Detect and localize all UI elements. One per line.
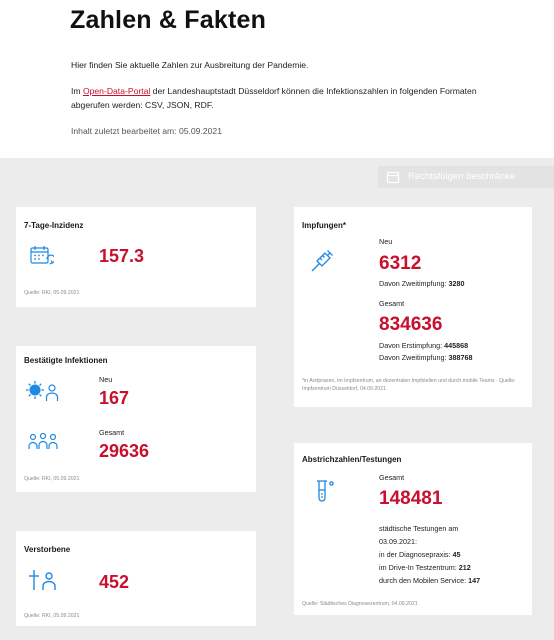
test-tube-icon xyxy=(312,479,336,508)
portal-text-after: der Landeshauptstadt Düsseldorf können die Infektionszahlen in folgenden Formaten abgerufen werden: CSV, JSON, RDF. xyxy=(71,86,477,110)
group-icon xyxy=(28,432,58,455)
infections-new-value: 167 xyxy=(99,388,130,408)
infections-new-label: Neu xyxy=(99,375,113,384)
tests-total-label: Gesamt xyxy=(379,473,405,482)
tests-card xyxy=(294,443,532,615)
vaccinations-total-first-label: Davon Erstimpfung: xyxy=(379,341,443,350)
tests-source: Quelle: Städtisches Diagnosezentrum, 04.09.2021 xyxy=(302,601,418,607)
open-data-portal-link[interactable]: Open-Data-Portal xyxy=(82,86,151,96)
vaccinations-total-second-value: 388768 xyxy=(448,353,473,362)
tests-line-4-label: im Drive-In Testzentrum: xyxy=(379,563,457,572)
vaccinations-total-value: 834636 xyxy=(379,314,443,335)
tests-line-3 xyxy=(379,549,461,560)
tests-line-5-label: durch den Mobilen Service: xyxy=(379,576,467,585)
deaths-value: 452 xyxy=(99,572,130,592)
vaccinations-card xyxy=(294,207,532,407)
incidence-title: 7-Tage-Inzidenz xyxy=(24,221,84,230)
vaccinations-new-label: Neu xyxy=(379,237,393,246)
cross-person-icon xyxy=(28,569,58,596)
portal-text-before: Im xyxy=(71,86,83,96)
vaccinations-new-second-label: Davon Zweitimpfung: xyxy=(379,279,447,288)
tests-title: Abstrichzahlen/Testungen xyxy=(302,455,402,464)
tests-line-4 xyxy=(379,562,471,573)
vaccinations-total-first xyxy=(379,340,468,351)
deaths-source: Quelle: RKI, 05.09.2021 xyxy=(24,613,80,619)
tests-line-2: 03.09.2021: xyxy=(379,537,417,546)
vaccinations-new-second-value: 3280 xyxy=(448,279,465,288)
calendar-refresh-icon xyxy=(30,245,54,272)
deaths-title: Verstorbene xyxy=(24,545,71,554)
incidence-card xyxy=(16,207,256,307)
deaths-card xyxy=(16,531,256,626)
vaccinations-total-second xyxy=(379,352,473,363)
tests-line-1: städtische Testungen am xyxy=(379,524,459,533)
tests-total-value: 148481 xyxy=(379,488,443,509)
vaccinations-total-label: Gesamt xyxy=(379,299,405,308)
portal-text xyxy=(71,84,481,112)
calendar-button[interactable] xyxy=(378,166,554,188)
tests-line-5-value: 147 xyxy=(468,576,481,585)
tests-line-3-label: in der Diagnosepraxis: xyxy=(379,550,451,559)
infections-total-label: Gesamt xyxy=(99,428,125,437)
page-title: Zahlen & Fakten xyxy=(70,6,267,34)
vaccinations-new-value: 6312 xyxy=(379,253,422,274)
vaccinations-title: Impfungen* xyxy=(302,221,346,230)
calendar-button-label: Rechtsfolgen beschränke xyxy=(408,171,516,182)
infections-source: Quelle: RKI, 05.09.2021 xyxy=(24,476,80,482)
tests-line-4-value: 212 xyxy=(458,563,471,572)
incidence-value: 157.3 xyxy=(99,246,145,266)
vaccinations-total-first-value: 445868 xyxy=(444,341,469,350)
incidence-source: Quelle: RKI, 05.09.2021 xyxy=(24,290,80,296)
infections-card xyxy=(16,346,256,492)
syringe-icon xyxy=(310,249,334,278)
vaccinations-total-second-label: Davon Zweitimpfung: xyxy=(379,353,447,362)
virus-person-icon xyxy=(26,380,60,407)
vaccinations-footnote: *in Arztpraxen, im Impfzentrum, an dezentralen Impfstellen und durch mobile Teams · Quelle: Impfzentrum Düsseldorf, 04.09.2021 xyxy=(302,378,516,392)
intro-text: Hier finden Sie aktuelle Zahlen zur Ausbreitung der Pandemie. xyxy=(71,60,309,70)
infections-total-value: 29636 xyxy=(99,441,150,461)
intro-section xyxy=(0,0,554,158)
last-updated: Inhalt zuletzt bearbeitet am: 05.09.2021 xyxy=(71,126,222,136)
infections-title: Bestätigte Infektionen xyxy=(24,356,108,365)
calendar-icon xyxy=(386,170,400,188)
tests-line-3-value: 45 xyxy=(452,550,461,559)
tests-line-5 xyxy=(379,575,480,586)
vaccinations-new-second xyxy=(379,278,465,289)
